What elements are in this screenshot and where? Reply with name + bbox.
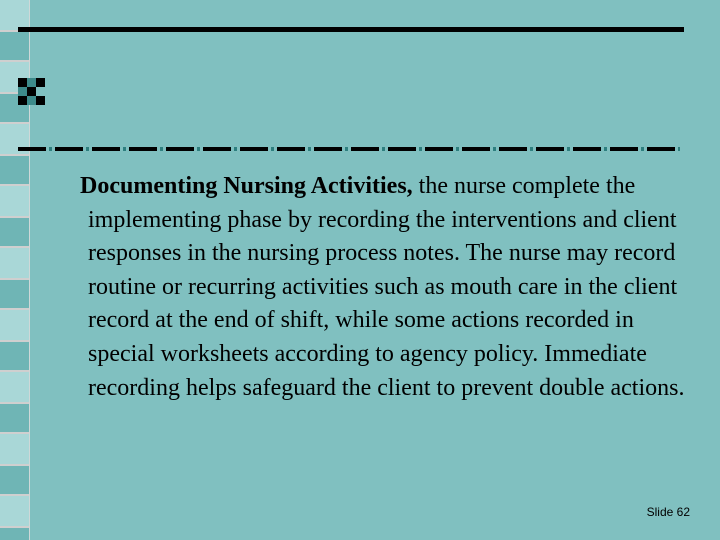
decoration-square: [18, 87, 27, 96]
decoration-square: [18, 78, 27, 87]
slide-body-text: [80, 170, 688, 405]
decoration-square: [18, 96, 27, 105]
body-paragraph: the nurse complete the implementing phase by recording the interventions and client responses in the nursing process notes. The nurse may record routine or recurring activities such as mouth care in the client record at the end of shift, while some actions recorded in special worksheets according to agency policy. Immediate recording helps safeguard the client to prevent double actions.: [88, 173, 685, 401]
decoration-square: [36, 78, 45, 87]
decoration-square: [27, 87, 36, 96]
decoration-square: [36, 96, 45, 105]
decoration-square: [27, 78, 36, 87]
dashed-divider: [18, 147, 680, 151]
decoration-square: [27, 96, 36, 105]
top-rule: [18, 27, 684, 32]
lead-heading: Documenting Nursing Activities,: [80, 173, 413, 199]
slide-number: Slide 62: [646, 505, 690, 519]
